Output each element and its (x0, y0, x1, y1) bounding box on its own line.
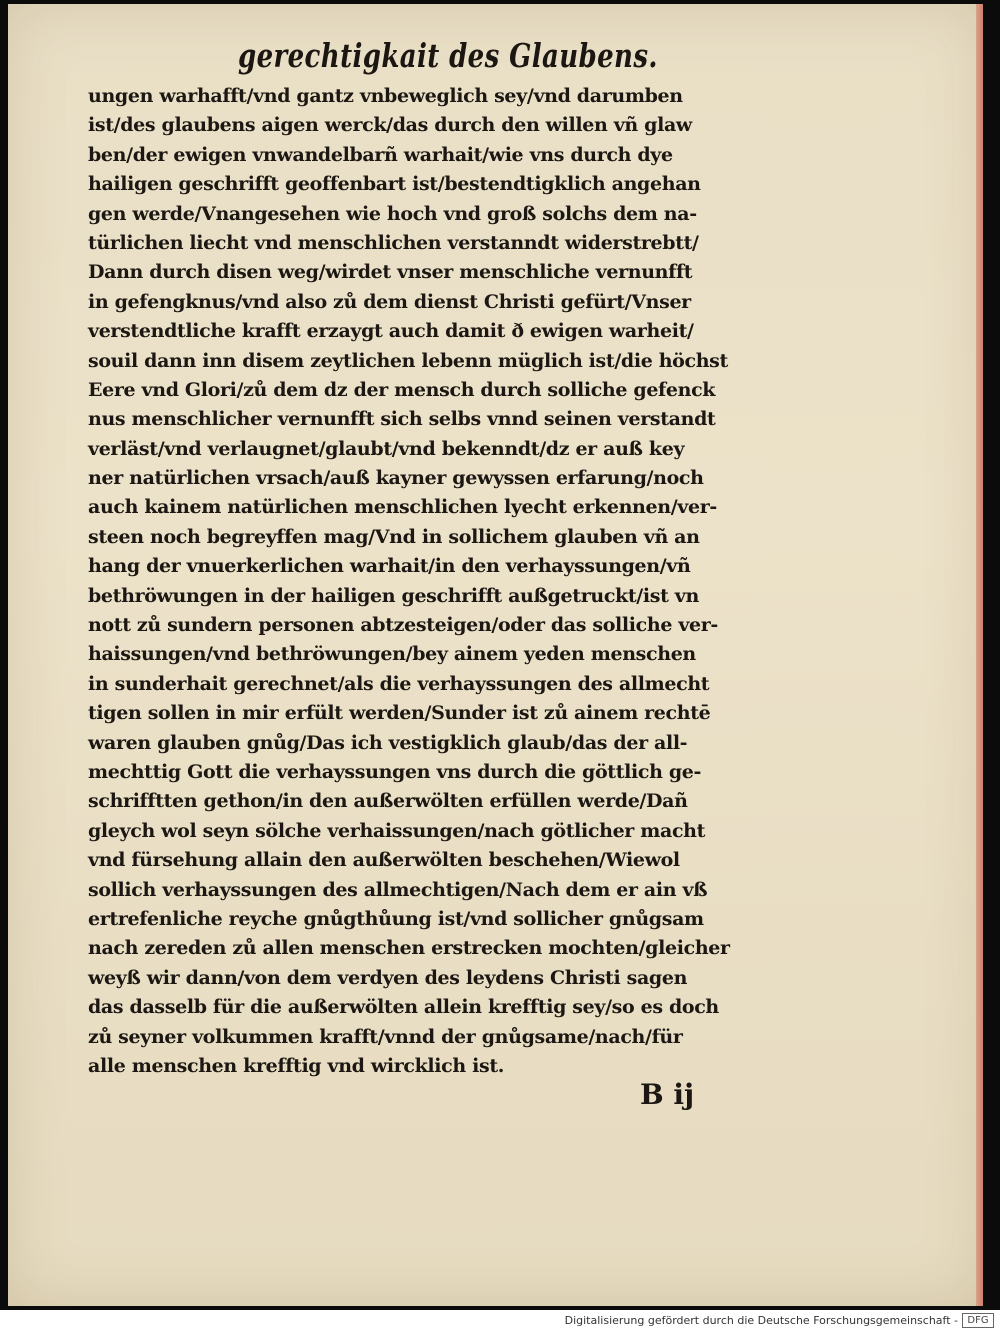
text-line: ner natürlichen vrsach/auß kayner gewyssen erfarung/noch (88, 467, 704, 490)
text-line: mechttig Gott die verhayssungen vns durch die göttlich ge- (88, 760, 702, 783)
text-line: gen werde/Vnangesehen wie hoch vnd groß solchs dem na- (88, 202, 697, 225)
text-line: souil dann inn disem zeytlichen lebenn müglich ist/die höchst (88, 349, 728, 372)
text-line: sollich verhayssungen des allmechtigen/Nach dem er ain vß (88, 878, 708, 901)
text-line: das dasselb für die außerwölten allein krefftig sey/so es doch (88, 996, 719, 1019)
text-line: tigen sollen in mir erfült werden/Sunder ist zů ainem rechtē (88, 702, 711, 725)
text-line: türlichen liecht vnd menschlichen verstanndt widerstrebtt/ (88, 231, 699, 254)
text-line: verstendtliche krafft erzaygt auch damit ð ewigen warheit/ (88, 320, 694, 343)
text-line: haissungen/vnd bethröwungen/bey ainem yeden menschen (88, 643, 696, 666)
signature-mark: B ij (640, 1078, 695, 1111)
text-line: in gefengknus/vnd also zů dem dienst Christi gefürt/Vnser (88, 290, 691, 313)
text-line: bethröwungen in der hailigen geschrifft außgetruckt/ist vn (88, 584, 699, 607)
text-line: Dann durch disen weg/wirdet vnser menschliche vernunfft (88, 261, 693, 284)
text-line: nach zereden zů allen menschen erstrecken mochten/gleicher (88, 937, 730, 960)
text-line: in sunderhait gerechnet/als die verhayssungen des allmecht (88, 672, 710, 695)
text-line: Eere vnd Glori/zů dem dz der mensch durch solliche gefenck (88, 378, 716, 401)
text-line: alle menschen krefftig vnd wircklich ist. (88, 1054, 505, 1077)
text-line: waren glauben gnůg/Das ich vestigklich glaub/das der all- (88, 731, 688, 754)
text-line: nus menschlicher vernunfft sich selbs vnnd seinen verstandt (88, 408, 716, 431)
text-line: gleych wol seyn sölche verhaissungen/nach götlicher macht (88, 819, 706, 842)
text-line: ertrefenliche reyche gnůgthůung ist/vnd sollicher gnůgsam (88, 907, 704, 930)
text-line: weyß wir dann/von dem verdyen des leydens Christi sagen (88, 966, 688, 989)
text-line: ben/der ewigen vnwandelbarñ warhait/wie vns durch dye (88, 143, 673, 166)
running-head: gerechtigkait des Glaubens. (238, 36, 658, 75)
text-line: zů seyner volkummen krafft/vnnd der gnůgsame/nach/für (88, 1025, 683, 1048)
text-line: steen noch begreyffen mag/Vnd in sollichem glauben vñ an (88, 525, 700, 548)
text-block (88, 82, 778, 1081)
text-line: auch kainem natürlichen menschlichen lyecht erkennen/ver- (88, 496, 717, 519)
dfg-credit: Digitalisierung gefördert durch die Deutsche Forschungsgemeinschaft - (564, 1314, 958, 1327)
text-line: ungen warhafft/vnd gantz vnbeweglich sey/vnd darumben (88, 85, 683, 107)
text-line: hailigen geschrifft geoffenbart ist/bestendtigklich angehan (88, 173, 701, 196)
text-line: verläst/vnd verlaugnet/glaubt/vnd bekenndt/dz er auß key (88, 437, 685, 460)
text-line: ist/des glaubens aigen werck/das durch den willen vñ glaw (88, 114, 692, 137)
dfg-logo: DFG (962, 1313, 994, 1328)
text-line: schrifftten gethon/in den außerwölten erfüllen werde/Dañ (88, 790, 688, 813)
text-line: nott zů sundern personen abtzesteigen/oder das solliche ver- (88, 614, 718, 637)
page-edge (976, 4, 983, 1306)
text-line: vnd fürsehung allain den außerwölten beschehen/Wiewol (88, 849, 680, 872)
text-line: hang der vnuerkerlichen warhait/in den verhayssungen/vñ (88, 555, 691, 578)
